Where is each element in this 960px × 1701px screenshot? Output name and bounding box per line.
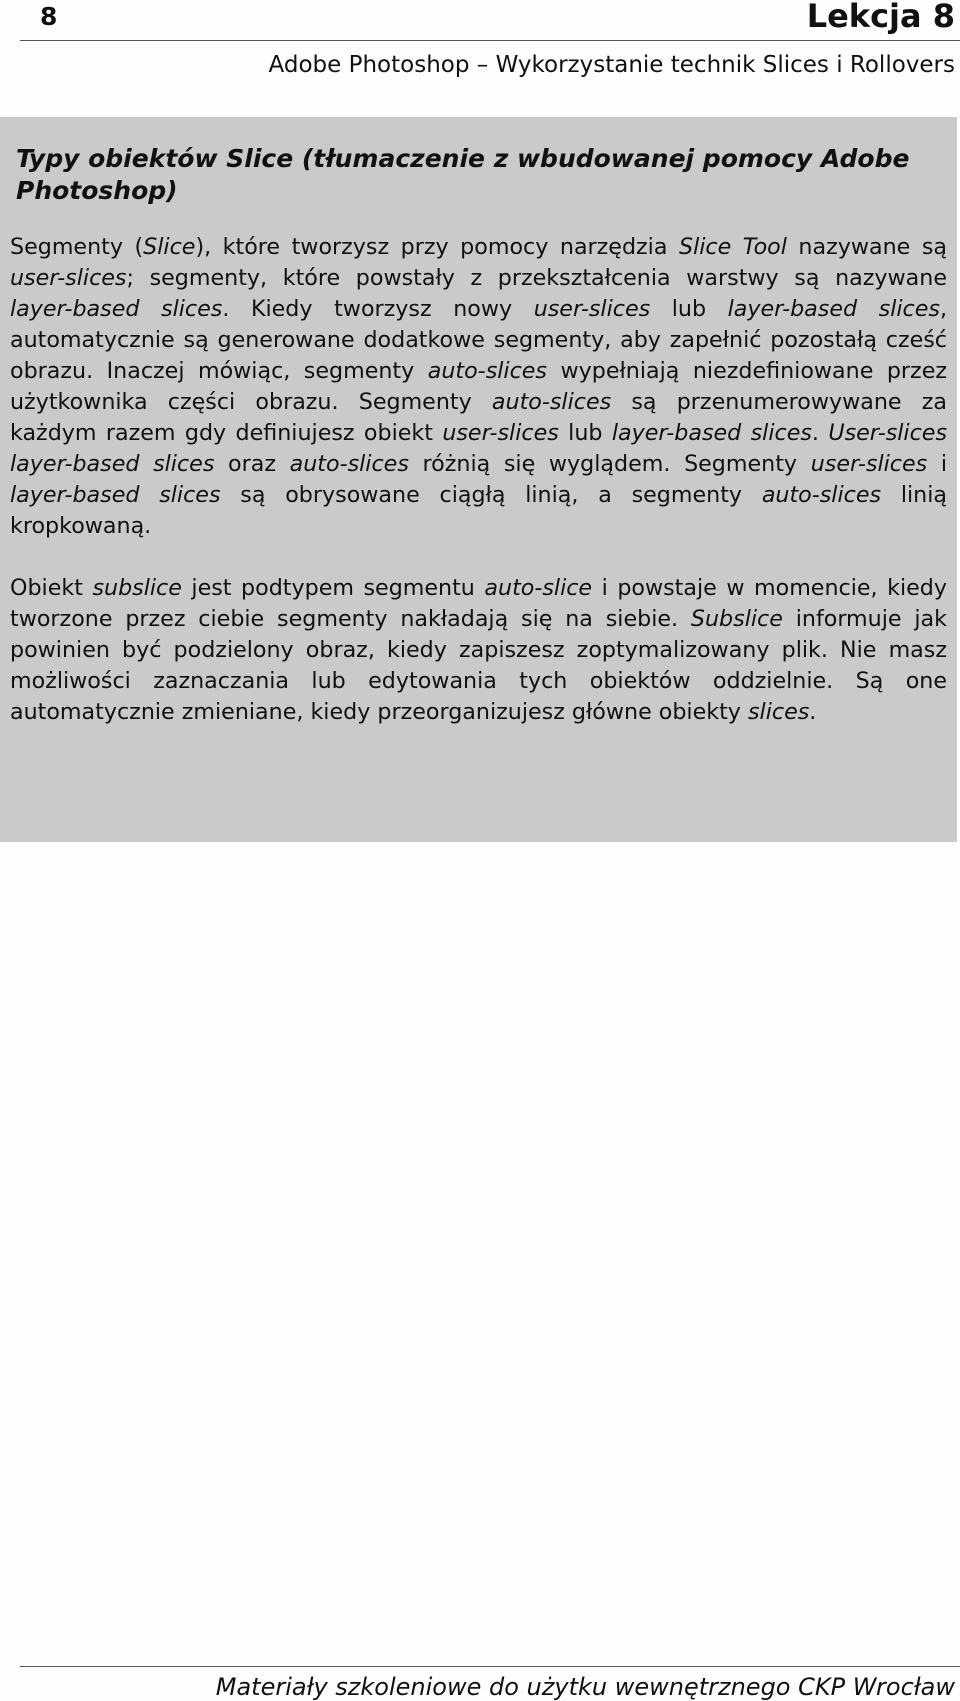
italic-term: layer-based slices <box>10 296 223 322</box>
box-title: Typy obiektów Slice (tłumaczenie z wbudowanej pomocy Adobe Photoshop) <box>16 144 910 205</box>
text-run: i <box>927 451 948 477</box>
italic-term: user-slices <box>810 451 928 477</box>
italic-term: layer-based slices <box>727 296 940 322</box>
page-subtitle: Adobe Photoshop – Wykorzystanie technik Slices i Rollovers <box>268 52 955 78</box>
italic-term: slices <box>747 699 810 725</box>
italic-term: Slice <box>143 234 196 260</box>
italic-term: subslice <box>92 575 182 601</box>
paragraph <box>10 573 947 728</box>
italic-term: auto-slices <box>761 482 882 508</box>
italic-term: Slice Tool <box>678 234 787 260</box>
text-run: . <box>809 699 817 725</box>
text-run: lub <box>558 420 612 446</box>
page-footer <box>20 1666 960 1700</box>
text-run: Obiekt <box>10 575 93 601</box>
text-run: . <box>811 420 829 446</box>
text-run: lub <box>650 296 728 322</box>
text-run: ; segmenty, które powstały z przekształcenia warstwy są nazywane <box>126 265 947 291</box>
page-header <box>20 0 960 41</box>
page-number: 8 <box>40 2 58 31</box>
footer-text: Materiały szkoleniowe do użytku wewnętrznego CKP Wrocław <box>215 1673 955 1701</box>
italic-term: layer-based slices <box>10 482 221 508</box>
lesson-title: Lekcja 8 <box>806 0 955 35</box>
italic-term: auto-slice <box>484 575 593 601</box>
text-run: ), które tworzysz przy pomocy narzędzia <box>195 234 679 260</box>
text-run: różnią się wyglądem. Segmenty <box>408 451 811 477</box>
italic-term: auto-slices <box>491 389 612 415</box>
paragraph <box>10 232 947 542</box>
text-run: są obrysowane ciągłą linią, a segmenty <box>220 482 762 508</box>
text-run: linią kropkowaną. <box>10 482 947 539</box>
text-run: . Kiedy tworzysz nowy <box>222 296 534 322</box>
text-run: Segmenty ( <box>10 234 144 260</box>
text-run: oraz <box>214 451 290 477</box>
italic-term: user-slices <box>442 420 559 446</box>
italic-term: user-slices <box>533 296 651 322</box>
italic-term: user-slices <box>10 265 127 291</box>
italic-term: User-slices layer-based slices <box>10 420 948 477</box>
info-box <box>0 117 957 842</box>
text-run: jest podtypem segmentu <box>181 575 485 601</box>
text-run: , automatycznie są generowane dodatkowe segmenty, aby zapełnić pozostałą cześć obrazu. Inaczej mówiąc, segmenty <box>10 296 948 384</box>
italic-term: layer-based slices <box>611 420 812 446</box>
text-run: są przenumerowywane za każdym razem gdy definiujesz obiekt <box>10 389 947 446</box>
italic-term: auto-slices <box>289 451 409 477</box>
text-run: nazywane są <box>786 234 948 260</box>
text-run: wypełniają niezdefiniowane przez użytkownika części obrazu. Segmenty <box>10 358 947 415</box>
text-run: informuje jak powinien być podzielony obraz, kiedy zapiszesz zoptymalizowany plik. Nie masz możliwości zaznaczania lub edytowania tych obiektów oddzielnie. Są one automatycznie zmieniane, kiedy przeorganizujesz główne obiekty <box>10 606 947 725</box>
text-run: i powstaje w momencie, kiedy tworzone przez ciebie segmenty nakładają się na siebie. <box>10 575 947 632</box>
italic-term: Subslice <box>690 606 783 632</box>
italic-term: auto-slices <box>427 358 547 384</box>
